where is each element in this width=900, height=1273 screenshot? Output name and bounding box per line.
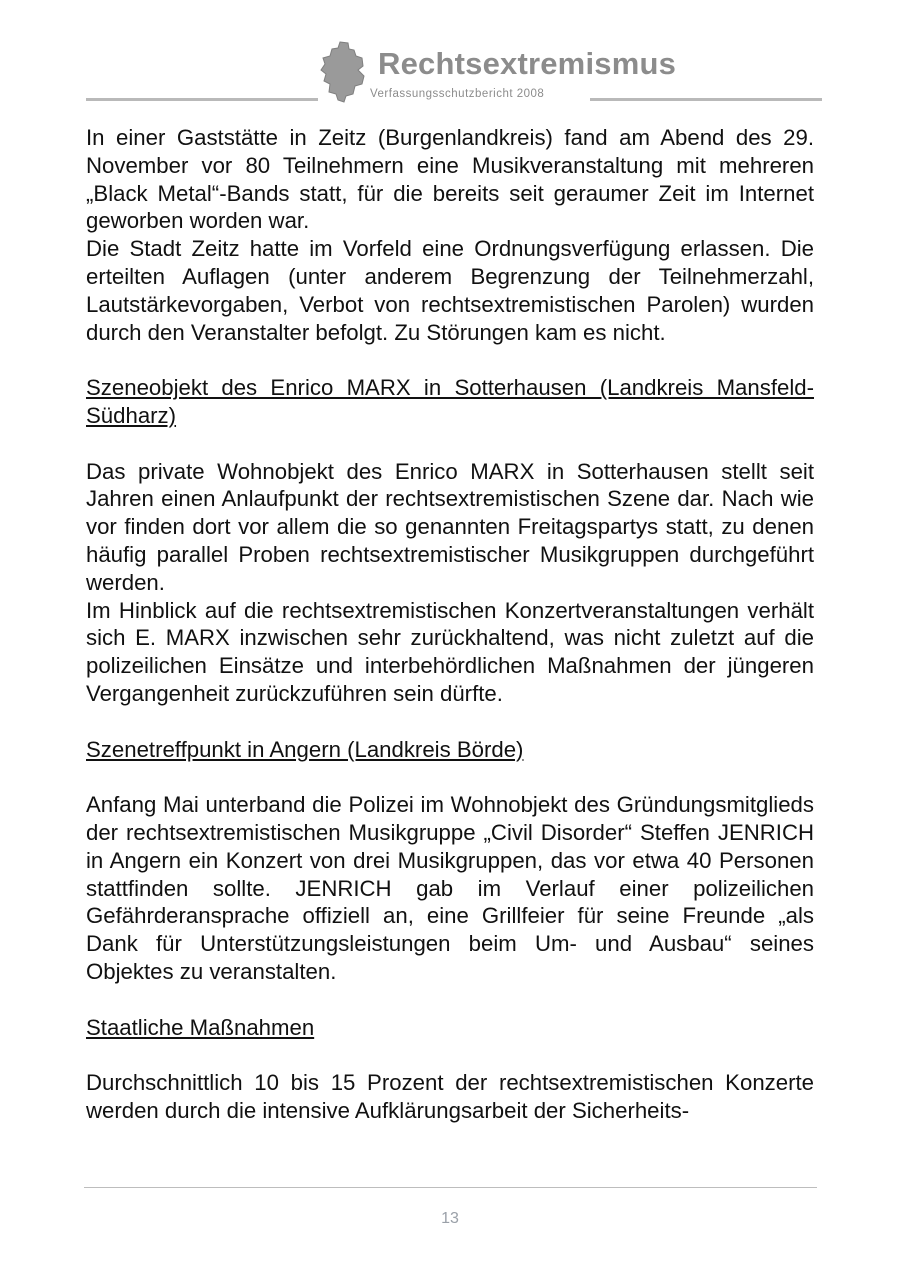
section-heading: Szenetreffpunkt in Angern (Landkreis Börde): [86, 736, 524, 762]
section-heading: Szeneobjekt des Enrico MARX in Sotterhausen (Landkreis Mansfeld-Südharz): [86, 375, 814, 428]
section-heading: Staatliche Maßnahmen: [86, 1014, 315, 1040]
page-header: [0, 0, 900, 110]
document-body: [86, 124, 814, 1125]
footer-rule: [84, 1187, 817, 1188]
header-rule-right: [590, 98, 822, 101]
paragraph: Im Hinblick auf die rechtsextremistischen Konzertveranstaltungen verhält sich E. MARX inzwischen sehr zurückhaltend, was nicht zuletzt auf die polizeilichen Einsätze und interbehördlichen Maßnahmen der jüngeren Vergangenheit zurückzuführen sein dürfte.: [86, 597, 814, 706]
header-rule-left: [86, 98, 318, 101]
paragraph: Das private Wohnobjekt des Enrico MARX in Sotterhausen stellt seit Jahren einen Anlaufpunkt der rechtsextremistischen Szene dar. Nach wie vor finden dort vor allem die so genannten Freitagspartys statt, zu denen häufig parallel Proben rechtsextremistischer Musikgruppen durchgeführt werden.: [86, 458, 814, 595]
paragraph: Durchschnittlich 10 bis 15 Prozent der rechtsextremistischen Konzerte werden durch die intensive Aufklärungsarbeit der Sicherheits-: [86, 1070, 814, 1123]
state-map-icon: [318, 40, 370, 104]
page-number: 13: [441, 1210, 459, 1227]
header-title: Rechtsextremismus: [378, 46, 677, 81]
header-subtitle: Verfassungsschutzbericht 2008: [366, 88, 548, 100]
paragraph: Anfang Mai unterband die Polizei im Wohnobjekt des Gründungsmitglieds der rechtsextremistischen Musikgruppe „Civil Disorder“ Steffen JENRICH in Angern ein Konzert von drei Musikgruppen, das vor etwa 40 Personen stattfinden sollte. JENRICH gab im Verlauf einer polizeilichen Gefährderansprache offiziell an, eine Grillfeier für seine Freunde „als Dank für Unterstützungsleistungen beim Um- und Ausbau“ seines Objektes zu veranstalten.: [86, 792, 814, 984]
paragraph: Die Stadt Zeitz hatte im Vorfeld eine Ordnungsverfügung erlassen. Die erteilten Auflagen (unter anderem Begrenzung der Teilnehmerzahl, Lautstärkevorgaben, Verbot von rechtsextremistischen Parolen) wurden durch den Veranstalter befolgt. Zu Störungen kam es nicht.: [86, 236, 814, 345]
paragraph: In einer Gaststätte in Zeitz (Burgenlandkreis) fand am Abend des 29. November vor 80 Teilnehmern eine Musikveranstaltung mit mehreren „Black Metal“-Bands statt, für die bereits seit geraumer Zeit im Internet geworben worden war.: [86, 125, 814, 234]
